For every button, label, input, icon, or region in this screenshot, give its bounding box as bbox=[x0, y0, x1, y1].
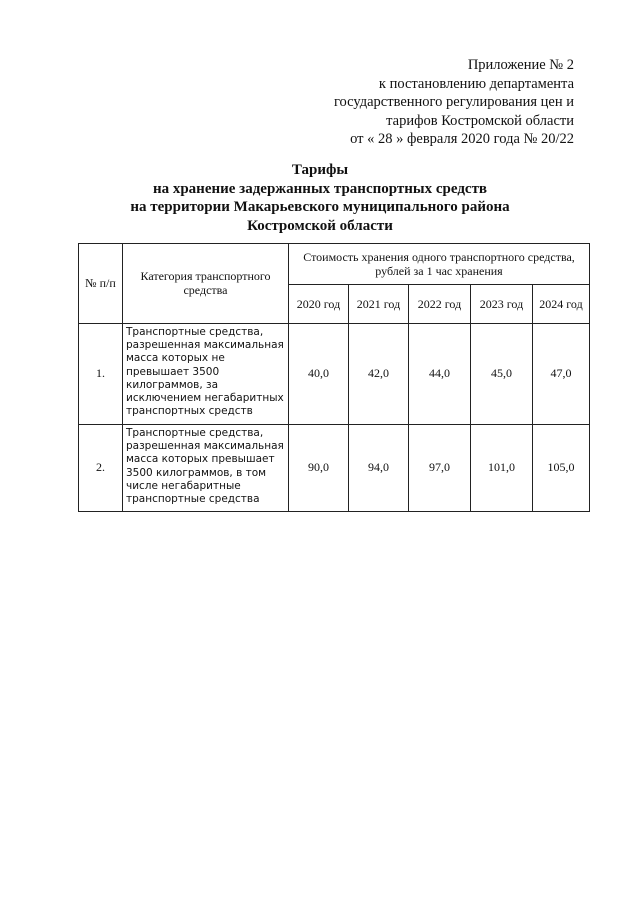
row-value: 42,0 bbox=[349, 324, 409, 425]
row-value: 94,0 bbox=[349, 425, 409, 512]
header-year: 2023 год bbox=[471, 285, 533, 324]
header-category: Категория транспортного средства bbox=[123, 244, 289, 324]
row-value: 45,0 bbox=[471, 324, 533, 425]
tariffs-table bbox=[78, 243, 590, 512]
appendix-line: к постановлению департамента bbox=[378, 75, 574, 92]
title-line: Тарифы bbox=[291, 162, 349, 178]
row-category: Транспортные средства, разрешенная максимальная масса которых не превышает 3500 килограммов, за исключением негабаритных транспортных средств bbox=[123, 324, 289, 425]
title-line: Костромской области bbox=[247, 217, 393, 234]
row-value: 105,0 bbox=[533, 425, 590, 512]
appendix-line: государственного регулирования цен и bbox=[333, 94, 574, 111]
document-title bbox=[0, 161, 640, 235]
row-num: 2. bbox=[79, 425, 123, 512]
table-header-row bbox=[79, 244, 590, 285]
header-year: 2021 год bbox=[349, 285, 409, 324]
table-row bbox=[79, 324, 590, 425]
title-line: на территории Макарьевского муниципального района bbox=[130, 199, 510, 215]
row-value: 90,0 bbox=[289, 425, 349, 512]
row-category: Транспортные средства, разрешенная максимальная масса которых превышает 3500 килограммов, в том числе негабаритные транспортные средства bbox=[123, 425, 289, 512]
header-year: 2022 год bbox=[409, 285, 471, 324]
appendix-line: Приложение № 2 bbox=[467, 57, 574, 73]
appendix-line: тарифов Костромской области bbox=[386, 112, 574, 129]
header-year: 2024 год bbox=[533, 285, 590, 324]
row-value: 40,0 bbox=[289, 324, 349, 425]
row-value: 47,0 bbox=[533, 324, 590, 425]
appendix-date-line: от « 28 » февраля 2020 года № 20/22 bbox=[350, 131, 574, 148]
title-line: на хранение задержанных транспортных средств bbox=[152, 180, 488, 197]
row-value: 97,0 bbox=[409, 425, 471, 512]
header-num: № п/п bbox=[79, 244, 123, 324]
row-num: 1. bbox=[79, 324, 123, 425]
header-year: 2020 год bbox=[289, 285, 349, 324]
row-value: 101,0 bbox=[471, 425, 533, 512]
table-row bbox=[79, 425, 590, 512]
row-value: 44,0 bbox=[409, 324, 471, 425]
appendix-header bbox=[334, 56, 574, 149]
header-cost: Стоимость хранения одного транспортного средства, рублей за 1 час хранения bbox=[289, 244, 590, 285]
